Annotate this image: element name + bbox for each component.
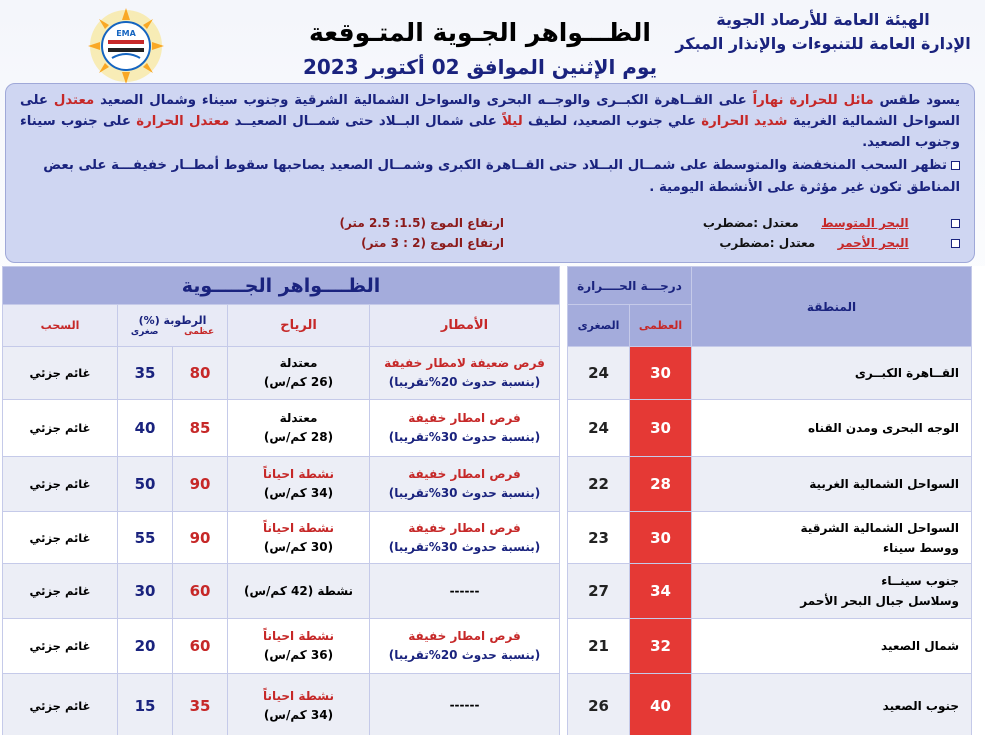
humidity-max-cell: 85 xyxy=(173,400,228,457)
humidity-max-cell: 90 xyxy=(173,457,228,512)
wind-cell: نشطة احياناً (34 كم/س) xyxy=(228,457,370,512)
humidity-max-cell: 80 xyxy=(173,347,228,400)
header-clouds: السحب xyxy=(3,305,118,347)
humidity-max-cell: 60 xyxy=(173,564,228,619)
clouds-cell: غائم جزئي xyxy=(3,400,118,457)
min-temp-cell: 27 xyxy=(568,564,630,619)
region-name: السواحل الشمالية الشرقية ووسط سيناء xyxy=(692,512,972,564)
max-temp-cell: 30 xyxy=(630,512,692,564)
max-temp-cell: 28 xyxy=(630,457,692,512)
forecast-table xyxy=(2,266,972,735)
checkbox-bullet-icon xyxy=(951,239,960,248)
max-temp-cell: 34 xyxy=(630,564,692,619)
min-temp-cell: 26 xyxy=(568,674,630,735)
ema-logo xyxy=(80,6,172,86)
humidity-min-cell: 55 xyxy=(118,512,173,564)
region-name: الوجه البحرى ومدن القناه xyxy=(692,400,972,457)
wind-cell: نشطة احياناً (36 كم/س) xyxy=(228,619,370,674)
header-humidity-min: صغرى xyxy=(130,327,159,337)
max-temp-cell: 40 xyxy=(630,674,692,735)
region-name: جنوب الصعيد xyxy=(692,674,972,735)
header-wind: الرياح xyxy=(228,305,370,347)
min-temp-cell: 24 xyxy=(568,347,630,400)
min-temp-cell: 22 xyxy=(568,457,630,512)
min-temp-cell: 21 xyxy=(568,619,630,674)
humidity-min-cell: 30 xyxy=(118,564,173,619)
clouds-cell: غائم جزئي xyxy=(3,457,118,512)
rain-cell: فرص امطار خفيفة (بنسبة حدوث 30%تقريبا) xyxy=(370,400,560,457)
svg-text:EMA: EMA xyxy=(116,29,136,38)
max-temp-cell: 32 xyxy=(630,619,692,674)
wind-cell: نشطة احياناً (30 كم/س) xyxy=(228,512,370,564)
humidity-min-cell: 40 xyxy=(118,400,173,457)
rain-cell: فرص امطار خفيفة (بنسبة حدوث 20%تقريبا) xyxy=(370,619,560,674)
header-temperature: درجـــة الحــــرارة xyxy=(568,267,692,305)
humidity-max-cell: 90 xyxy=(173,512,228,564)
rain-cell: فرص امطار خفيفة (بنسبة حدوث 30%تقريبا) xyxy=(370,457,560,512)
clouds-cell: غائم جزئي xyxy=(3,512,118,564)
region-name: جنوب سينــاء وسلاسل جبال البحر الأحمر xyxy=(692,564,972,619)
header-rain: الأمطار xyxy=(370,305,560,347)
min-temp-cell: 24 xyxy=(568,400,630,457)
rain-cell: ------ xyxy=(370,564,560,619)
clouds-cell: غائم جزئي xyxy=(3,619,118,674)
forecast-date: يوم الإثنين الموافق 02 أكتوبر 2023 xyxy=(302,55,658,79)
table-row xyxy=(3,674,972,735)
header-region: المنطقة xyxy=(692,267,972,347)
table-row xyxy=(3,400,972,457)
header-phenomena: الظــــواهر الجـــــوية xyxy=(3,267,560,305)
wind-cell: معتدلة (28 كم/س) xyxy=(228,400,370,457)
header-min-temp: الصغرى xyxy=(568,305,630,347)
clouds-cell: غائم جزئي xyxy=(3,564,118,619)
wind-cell: نشطة احياناً (34 كم/س) xyxy=(228,674,370,735)
humidity-min-cell: 20 xyxy=(118,619,173,674)
org-line-authority: الهيئة العامة للأرصاد الجوية xyxy=(716,10,930,29)
rain-cell: فرص ضعيفة لامطار خفيفة (بنسبة حدوث 20%تقريبا) xyxy=(370,347,560,400)
max-temp-cell: 30 xyxy=(630,400,692,457)
region-name: السواحل الشمالية الغربية xyxy=(692,457,972,512)
clouds-cell: غائم جزئي xyxy=(3,347,118,400)
region-name: القــاهرة الكبــرى xyxy=(692,347,972,400)
humidity-min-cell: 15 xyxy=(118,674,173,735)
weather-summary-text: يسود طقس مائل للحرارة نهاراً على القــاهرة الكبــرى والوجــه البحرى والسواحل الشمالية الشرقية وجنوب سيناء وشمال الصعيد معتدل على السواحل الشمالية الغربية شديد الحرارة علي جنوب الصعيد، لطيف ليلاً على شمال البــلاد حتى شمــال الصعيــد معتدل الحرارة على جنوب سيناء وجنوب الصعيد. xyxy=(20,93,960,150)
organization-name xyxy=(673,8,973,56)
sea-row-red-sea: البحر الأحمر معتدل :مضطرب xyxy=(719,236,960,250)
region-name: شمال الصعيد xyxy=(692,619,972,674)
page-title: الظـــواهر الجـوية المتـوقعة xyxy=(308,18,651,47)
sea-row-mediterranean: البحر المتوسط معتدل :مضطرب xyxy=(703,216,960,230)
forecast-table-area xyxy=(0,266,985,735)
humidity-min-cell: 35 xyxy=(118,347,173,400)
wind-cell: نشطة (42 كم/س) xyxy=(228,564,370,619)
rain-cell: ------ xyxy=(370,674,560,735)
humidity-min-cell: 50 xyxy=(118,457,173,512)
wave-height-mediterranean: ارتفاع الموج (1.5: 2.5 متر) xyxy=(339,216,504,230)
table-row xyxy=(3,619,972,674)
header-humidity: الرطوبة (%) عظمى صغرى xyxy=(118,305,228,347)
clouds-summary-text: تظهر السحب المنخفضة والمتوسطة على شمــال البــلاد حتى القــاهرة الكبرى وشمــال الصعيد يصاحبها سقوط أمطــار خفيفـــة على بعض المناطق تكون غير مؤثرة على الأنشطة اليومية . xyxy=(43,158,960,195)
checkbox-bullet-icon xyxy=(951,219,960,228)
table-row xyxy=(3,457,972,512)
org-line-department: الإدارة العامة للتنبوءات والإنذار المبكر xyxy=(675,34,971,53)
forecast-summary xyxy=(5,83,975,263)
header-humidity-max: عظمى xyxy=(184,327,215,337)
humidity-max-cell: 35 xyxy=(173,674,228,735)
rain-cell: فرص امطار خفيفة (بنسبة حدوث 30%تقريبا) xyxy=(370,512,560,564)
clouds-cell: غائم جزئي xyxy=(3,674,118,735)
humidity-max-cell: 60 xyxy=(173,619,228,674)
header-max-temp: العظمى xyxy=(630,305,692,347)
table-row xyxy=(3,347,972,400)
table-row xyxy=(3,564,972,619)
max-temp-cell: 30 xyxy=(630,347,692,400)
min-temp-cell: 23 xyxy=(568,512,630,564)
checkbox-bullet-icon xyxy=(951,161,960,170)
table-row xyxy=(3,512,972,564)
wind-cell: معتدلة (26 كم/س) xyxy=(228,347,370,400)
wave-height-red-sea: ارتفاع الموج (2 : 3 متر) xyxy=(361,236,504,250)
